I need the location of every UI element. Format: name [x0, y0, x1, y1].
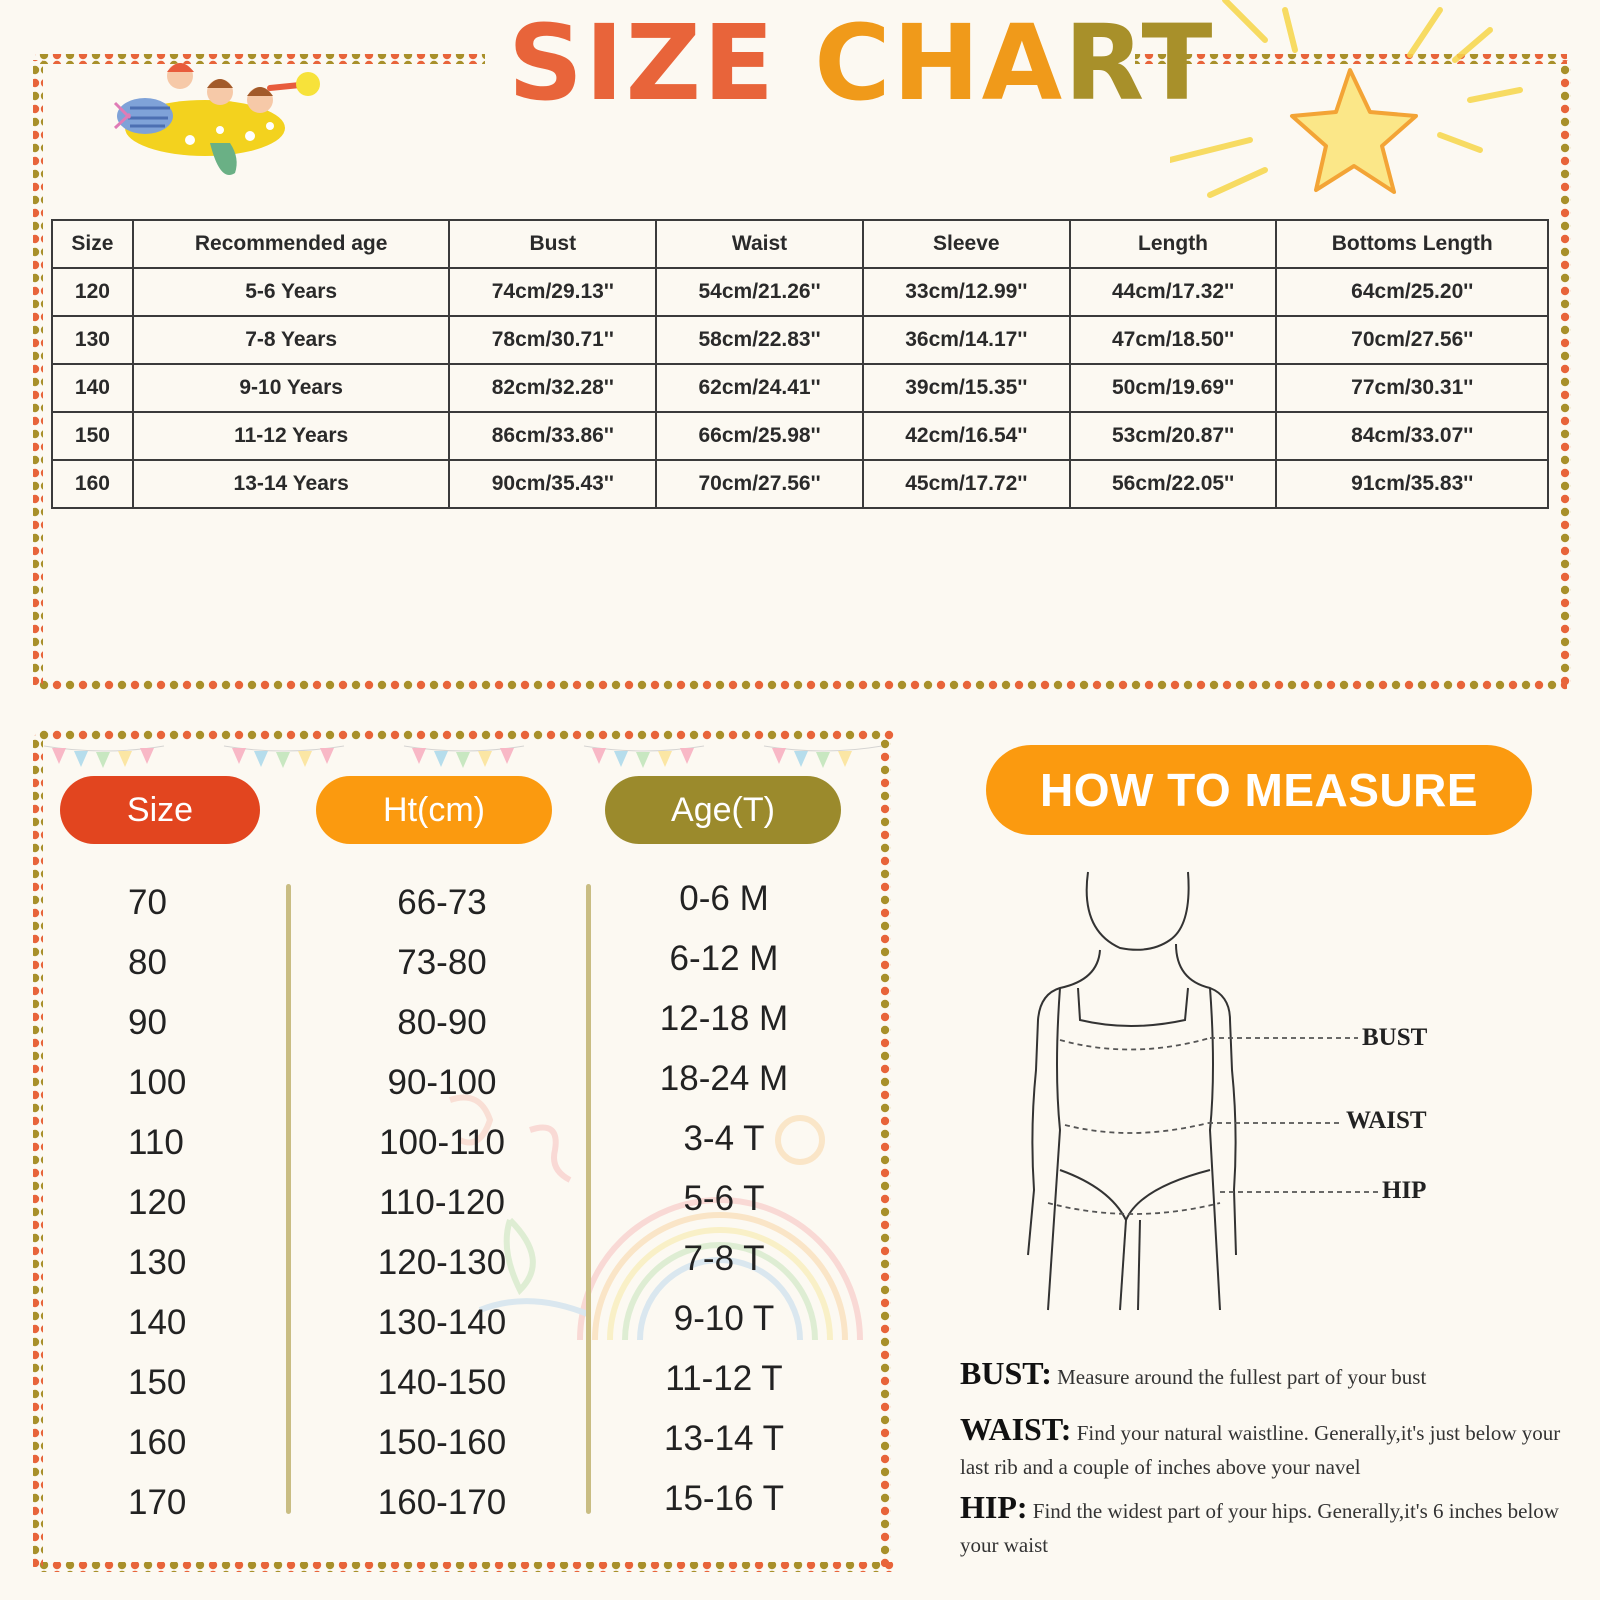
table-cell: 78cm/30.71'' [449, 316, 656, 364]
waist-term: WAIST: [960, 1411, 1072, 1447]
header-sleeve: Sleeve [863, 220, 1070, 268]
hip-text: Find the widest part of your hips. Generally,it's 6 inches below your waist [960, 1499, 1559, 1557]
table-cell: 7-8 Years [133, 316, 450, 364]
table-cell: 9-10 Years [133, 364, 450, 412]
table-cell: 36cm/14.17'' [863, 316, 1070, 364]
size-column [128, 880, 248, 1540]
table-cell: 11-12 Years [133, 412, 450, 460]
table-row [52, 268, 1548, 316]
table-cell: 45cm/17.72'' [863, 460, 1070, 508]
table-cell: 84cm/33.07'' [1276, 412, 1548, 460]
table-cell: 62cm/24.41'' [656, 364, 863, 412]
table-row [52, 364, 1548, 412]
list-item: 90 [128, 1003, 167, 1042]
header-size: Size [52, 220, 133, 268]
list-item: 150 [128, 1363, 187, 1402]
table-cell: 58cm/22.83'' [656, 316, 863, 364]
list-item: 130 [128, 1243, 187, 1282]
table-cell: 13-14 Years [133, 460, 450, 508]
list-item: 90-100 [387, 1063, 497, 1102]
header-recommended-age: Recommended age [133, 220, 450, 268]
table-cell: 70cm/27.56'' [1276, 316, 1548, 364]
list-item: 130-140 [377, 1303, 507, 1342]
table-cell: 90cm/35.43'' [449, 460, 656, 508]
list-item: 120-130 [377, 1243, 507, 1282]
bust-text: Measure around the fullest part of your bust [1057, 1365, 1427, 1389]
list-item: 0-6 M [679, 879, 769, 918]
table-cell: 120 [52, 268, 133, 316]
pill-size: Size [60, 776, 260, 844]
label-hip: HIP [1382, 1177, 1427, 1204]
list-item: 100 [128, 1063, 187, 1102]
header-bottoms-length: Bottoms Length [1276, 220, 1548, 268]
list-item: 6-12 M [669, 939, 779, 978]
list-item: 160 [128, 1423, 187, 1462]
list-item: 110 [128, 1123, 184, 1162]
table-cell: 56cm/22.05'' [1070, 460, 1277, 508]
table-cell: 5-6 Years [133, 268, 450, 316]
header-bust: Bust [449, 220, 656, 268]
list-item: 70 [128, 883, 167, 922]
table-cell: 53cm/20.87'' [1070, 412, 1277, 460]
list-item: 80 [128, 943, 167, 982]
list-item: 13-14 T [664, 1419, 784, 1458]
title-word-size: SIZE [508, 2, 777, 124]
list-item: 100-110 [379, 1123, 505, 1162]
table-cell: 47cm/18.50'' [1070, 316, 1277, 364]
table-cell: 150 [52, 412, 133, 460]
table-cell: 160 [52, 460, 133, 508]
star-icon [1170, 0, 1550, 220]
table-cell: 33cm/12.99'' [863, 268, 1070, 316]
age-column [624, 876, 824, 1536]
table-row [52, 316, 1548, 364]
list-item: 73-80 [397, 943, 487, 982]
table-cell: 86cm/33.86'' [449, 412, 656, 460]
hip-description [960, 1490, 1570, 1562]
table-cell: 50cm/19.69'' [1070, 364, 1277, 412]
list-item: 170 [128, 1483, 187, 1522]
airplane-kids-illustration [110, 48, 330, 188]
table-cell: 44cm/17.32'' [1070, 268, 1277, 316]
table-row [52, 460, 1548, 508]
list-item: 140-150 [377, 1363, 507, 1402]
table-cell: 91cm/35.83'' [1276, 460, 1548, 508]
table-cell: 130 [52, 316, 133, 364]
list-item: 140 [128, 1303, 187, 1342]
pill-age: Age(T) [605, 776, 841, 844]
list-item: 15-16 T [664, 1479, 784, 1518]
list-item: 5-6 T [683, 1179, 765, 1218]
header-waist: Waist [656, 220, 863, 268]
list-item: 80-90 [397, 1003, 487, 1042]
list-item: 66-73 [397, 883, 487, 922]
label-waist: WAIST [1346, 1107, 1427, 1134]
table-cell: 42cm/16.54'' [863, 412, 1070, 460]
table-cell: 140 [52, 364, 133, 412]
page-title [508, 2, 1215, 124]
waist-description [960, 1412, 1570, 1484]
bust-term: BUST: [960, 1355, 1052, 1391]
header-length: Length [1070, 220, 1277, 268]
table-cell: 77cm/30.31'' [1276, 364, 1548, 412]
table-cell: 64cm/25.20'' [1276, 268, 1548, 316]
waist-text: Find your natural waistline. Generally,it's just below your last rib and a couple of inches above your navel [960, 1421, 1561, 1479]
list-item: 120 [128, 1183, 187, 1222]
column-divider [586, 884, 591, 1514]
table-cell: 74cm/29.13'' [449, 268, 656, 316]
list-item: 3-4 T [683, 1119, 765, 1158]
label-bust: BUST [1362, 1024, 1428, 1051]
how-to-measure-heading: HOW TO MEASURE [986, 745, 1532, 835]
list-item: 160-170 [377, 1483, 507, 1522]
list-item: 18-24 M [659, 1059, 789, 1098]
list-item: 11-12 T [665, 1359, 783, 1398]
table-cell: 39cm/15.35'' [863, 364, 1070, 412]
table-cell: 70cm/27.56'' [656, 460, 863, 508]
hip-term: HIP: [960, 1489, 1028, 1525]
table-cell: 54cm/21.26'' [656, 268, 863, 316]
list-item: 9-10 T [673, 1299, 775, 1338]
title-word-cha: CHA [814, 2, 1065, 124]
table-row [52, 412, 1548, 460]
table-header-row [52, 220, 1548, 268]
column-divider [286, 884, 291, 1514]
list-item: 150-160 [377, 1423, 507, 1462]
table-cell: 82cm/32.28'' [449, 364, 656, 412]
figure-diagram [1020, 870, 1420, 1320]
table-cell: 66cm/25.98'' [656, 412, 863, 460]
height-column [342, 880, 542, 1540]
size-table [51, 219, 1549, 509]
list-item: 110-120 [379, 1183, 505, 1222]
pill-height: Ht(cm) [316, 776, 552, 844]
list-item: 7-8 T [683, 1239, 765, 1278]
title-word-rt: RT [1064, 2, 1215, 124]
list-item: 12-18 M [659, 999, 789, 1038]
bust-description [960, 1356, 1570, 1394]
